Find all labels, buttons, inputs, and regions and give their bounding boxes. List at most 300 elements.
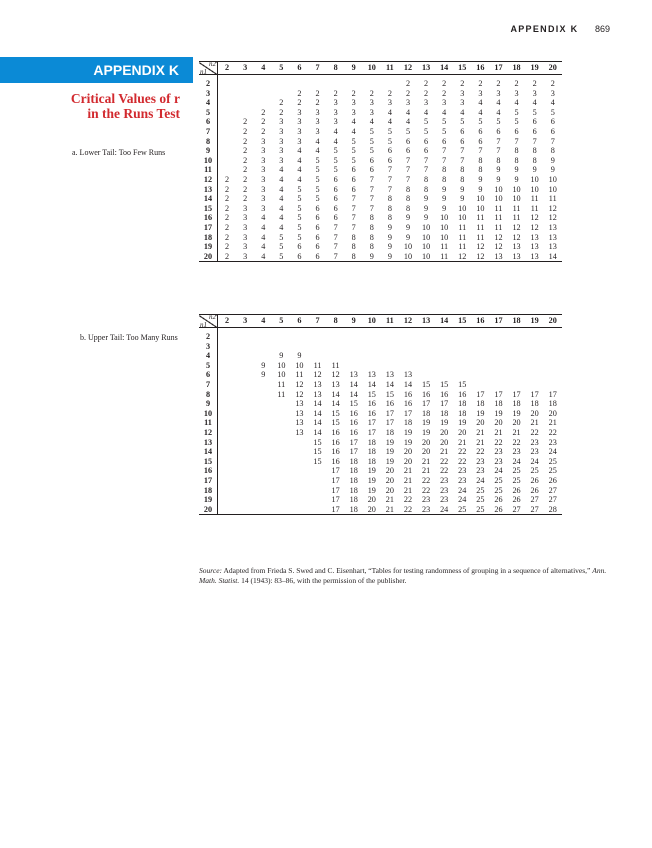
table-cell: 27 [548, 495, 557, 505]
table-cell: 12 [476, 242, 485, 252]
row-header: 20 [199, 252, 218, 262]
table-cell [218, 409, 237, 419]
table-cell: 7 [333, 242, 338, 252]
table-row [199, 409, 562, 419]
table-cell: 4 [478, 107, 483, 117]
table-cell: 21 [458, 437, 467, 447]
table-cell: 20 [403, 447, 413, 457]
source-label: Source: [199, 566, 223, 575]
table-cell: 18 [349, 495, 358, 505]
table-cell: 5 [315, 184, 320, 194]
table-cell [218, 351, 237, 361]
table-cell: 7 [478, 146, 483, 156]
table-cell: 10 [295, 360, 304, 370]
table-cell [290, 495, 308, 505]
table-cell: 19 [403, 437, 413, 447]
table-cell: 24 [476, 475, 485, 485]
table-cell [236, 328, 254, 342]
column-header: 11 [381, 62, 399, 75]
table-cell: 2 [243, 155, 248, 165]
table-cell: 3 [532, 88, 537, 98]
table-cell: 2 [243, 165, 248, 175]
table-cell: 2 [261, 117, 266, 127]
table-cell [272, 447, 290, 457]
table-cell: 21 [381, 505, 399, 515]
table-cell: 6 [550, 126, 555, 136]
table-cell: 13 [530, 232, 539, 242]
table-cell: 13 [367, 370, 376, 380]
table-cell: 26 [512, 485, 521, 495]
table-cell: 3 [333, 98, 338, 108]
table-cell: 6 [532, 117, 537, 127]
table-cell: 15 [367, 389, 376, 399]
lower-tail-caption: a. Lower Tail: Too Few Runs [72, 148, 166, 157]
table-cell: 10 [512, 194, 521, 204]
table-cell: 6 [387, 146, 392, 156]
table-cell: 8 [478, 155, 483, 165]
row-header: 16 [199, 213, 218, 223]
column-header: 6 [290, 315, 308, 328]
table-cell: 2 [315, 98, 320, 108]
table-cell: 20 [385, 466, 394, 476]
table-cell: 2 [261, 107, 266, 117]
table-cell: 2 [279, 98, 284, 108]
table-cell [327, 351, 345, 361]
table-cell: 3 [550, 88, 555, 98]
table-cell: 13 [295, 399, 304, 409]
table-cell [508, 342, 526, 352]
table-row [199, 165, 562, 175]
table-cell: 6 [369, 165, 374, 175]
table-cell: 8 [532, 155, 537, 165]
table-cell: 22 [530, 427, 539, 437]
table-cell [218, 418, 237, 428]
table-cell: 20 [494, 418, 503, 428]
table-cell [435, 328, 453, 342]
table-cell [544, 361, 562, 371]
upper-tail-caption: b. Upper Tail: Too Many Runs [80, 333, 178, 342]
table-cell: 11 [494, 222, 503, 232]
table-cell [272, 476, 290, 486]
table-cell: 22 [403, 495, 413, 505]
table-cell: 23 [530, 437, 539, 447]
n1-axis-label: n1 [200, 68, 207, 76]
table-cell: 20 [512, 418, 521, 428]
column-header: 2 [218, 315, 237, 328]
table-cell: 5 [297, 184, 302, 194]
table-cell: 21 [512, 427, 521, 437]
table-cell: 23 [494, 456, 503, 466]
table-cell: 5 [279, 232, 284, 242]
table-cell: 20 [367, 495, 376, 505]
row-header: 17 [199, 476, 218, 486]
table-cell: 9 [363, 252, 381, 262]
table-cell [236, 418, 254, 428]
table-cell: 9 [478, 174, 483, 184]
table-cell: 8 [345, 252, 363, 262]
table-cell: 20 [440, 437, 449, 447]
table-cell: 7 [405, 165, 411, 175]
table-cell: 2 [478, 79, 483, 88]
table-cell: 8 [442, 165, 447, 175]
row-header: 18 [199, 486, 218, 496]
table-cell [236, 342, 254, 352]
table-cell: 7 [327, 252, 345, 262]
table-cell: 16 [458, 389, 467, 399]
table-cell: 10 [440, 232, 449, 242]
table-cell: 5 [514, 107, 519, 117]
table-cell: 11 [476, 232, 485, 242]
table-cell: 8 [369, 213, 374, 223]
table-cell: 4 [279, 165, 284, 175]
table-cell: 6 [387, 155, 392, 165]
table-title [20, 91, 180, 121]
table-cell: 17 [367, 418, 376, 428]
table-cell: 15 [313, 447, 322, 457]
table-row [199, 175, 562, 185]
table-cell: 12 [295, 389, 304, 399]
table-cell [236, 98, 254, 108]
table-cell [218, 486, 237, 496]
table-cell: 13 [403, 370, 413, 380]
table-cell: 4 [351, 117, 356, 127]
column-header: 5 [272, 315, 290, 328]
table-cell [272, 466, 290, 476]
table-cell: 7 [369, 194, 374, 204]
table-cell: 7 [460, 155, 465, 165]
table-cell [254, 428, 272, 438]
table-cell: 17 [530, 389, 539, 399]
table-cell: 24 [494, 466, 503, 476]
table-cell: 20 [476, 418, 485, 428]
table-cell [272, 418, 290, 428]
table-cell: 8 [369, 222, 374, 232]
source-text-1: Adapted from Frieda S. Swed and C. Eisenhart, “Tables for testing randomness of grouping in a sequence of alternatives,” [222, 566, 593, 575]
table-cell [453, 342, 471, 352]
table-cell: 25 [512, 466, 521, 476]
table-cell: 20 [421, 437, 431, 447]
column-header: 9 [345, 315, 363, 328]
table-cell [218, 328, 237, 342]
table-cell [308, 351, 326, 361]
row-header: 17 [199, 223, 218, 233]
table-cell [218, 156, 237, 166]
table-cell: 11 [512, 203, 521, 213]
table-cell [363, 351, 381, 361]
table-cell: 4 [460, 107, 465, 117]
table-cell: 13 [295, 427, 304, 437]
table-cell: 3 [351, 107, 356, 117]
table-cell [236, 438, 254, 448]
table-cell [218, 75, 237, 89]
table-cell: 4 [279, 203, 284, 213]
table-cell: 23 [512, 447, 521, 457]
table-cell: 12 [331, 370, 340, 380]
table-cell: 18 [385, 427, 394, 437]
table-row [199, 204, 562, 214]
table-cell: 20 [530, 408, 539, 418]
table-cell [290, 328, 308, 342]
table-cell: 3 [261, 184, 266, 194]
running-head [510, 24, 610, 34]
table-cell: 5 [333, 146, 338, 156]
table-cell: 14 [331, 389, 340, 399]
table-cell: 17 [349, 437, 358, 447]
table-cell: 13 [548, 232, 557, 242]
table-cell: 6 [478, 136, 483, 146]
table-cell: 4 [424, 107, 429, 117]
table-cell [272, 328, 290, 342]
table-cell: 17 [494, 389, 503, 399]
table-cell: 12 [530, 213, 539, 223]
table-cell [381, 328, 399, 342]
table-cell [417, 351, 435, 361]
table-cell [399, 361, 417, 371]
table-cell: 7 [532, 136, 537, 146]
table-cell: 19 [385, 437, 394, 447]
table-cell: 22 [421, 485, 431, 495]
column-header: 10 [363, 62, 381, 75]
column-header: 13 [417, 62, 435, 75]
table-cell: 2 [496, 79, 501, 88]
table-cell: 11 [435, 252, 453, 262]
table-cell: 14 [349, 389, 358, 399]
table-cell: 9 [424, 194, 429, 204]
table-cell [363, 75, 381, 89]
table-cell: 17 [331, 466, 340, 476]
table-cell: 3 [315, 107, 320, 117]
table-cell: 9 [514, 174, 519, 184]
table-cell [489, 342, 507, 352]
table-cell [254, 486, 272, 496]
table-cell: 5 [315, 174, 320, 184]
table-cell: 15 [331, 408, 340, 418]
table-cell: 13 [508, 252, 526, 262]
table-cell: 15 [313, 437, 322, 447]
table-cell [308, 505, 326, 515]
table-cell: 24 [512, 456, 521, 466]
table-cell: 18 [494, 399, 503, 409]
table-cell: 3 [261, 174, 266, 184]
table-cell: 2 [369, 88, 374, 98]
row-header: 5 [199, 361, 218, 371]
table-cell: 21 [476, 427, 485, 437]
table-cell: 4 [297, 146, 302, 156]
table-cell: 23 [440, 495, 449, 505]
table-cell [471, 380, 489, 390]
table-cell: 10 [530, 184, 539, 194]
row-header: 15 [199, 457, 218, 467]
table-cell: 2 [442, 88, 447, 98]
table-cell: 12 [512, 222, 521, 232]
table-cell: 3 [261, 136, 266, 146]
column-header: 6 [290, 62, 308, 75]
table-cell: 4 [315, 146, 320, 156]
column-header: 2 [218, 62, 237, 75]
table-cell [218, 505, 237, 515]
table-cell: 9 [442, 203, 447, 213]
table-cell: 17 [403, 408, 413, 418]
row-header: 14 [199, 194, 218, 204]
table-cell: 21 [421, 456, 431, 466]
table-cell: 20 [403, 456, 413, 466]
table-cell [381, 361, 399, 371]
table-cell: 16 [440, 389, 449, 399]
table-cell: 7 [387, 184, 392, 194]
table-cell [435, 351, 453, 361]
column-header: 20 [544, 62, 562, 75]
column-header: 10 [363, 315, 381, 328]
table-cell: 2 [424, 88, 429, 98]
row-header: 13 [199, 438, 218, 448]
table-cell: 27 [530, 495, 539, 505]
table-row [199, 328, 562, 342]
table-cell [290, 75, 308, 89]
table-cell: 24 [548, 447, 557, 457]
table-cell [236, 361, 254, 371]
table-cell: 7 [351, 222, 356, 232]
table-cell: 26 [512, 495, 521, 505]
table-cell: 3 [460, 98, 465, 108]
table-cell: 18 [458, 399, 467, 409]
table-cell: 12 [512, 232, 521, 242]
table-cell: 19 [367, 475, 376, 485]
table-cell [254, 98, 272, 108]
table-cell: 3 [496, 88, 501, 98]
table-cell: 26 [530, 485, 539, 495]
table-cell [272, 399, 290, 409]
table-cell: 21 [530, 418, 539, 428]
table-cell: 25 [548, 456, 557, 466]
table-cell: 19 [512, 408, 521, 418]
row-header: 11 [199, 165, 218, 175]
table-cell [236, 428, 254, 438]
table-cell: 23 [476, 466, 485, 476]
table-cell: 6 [308, 252, 326, 262]
table-cell: 7 [387, 174, 392, 184]
table-cell: 21 [403, 475, 413, 485]
table-cell: 22 [458, 456, 467, 466]
table-cell: 14 [385, 379, 394, 389]
table-cell: 25 [476, 485, 485, 495]
table-row [199, 108, 562, 118]
table-cell [471, 370, 489, 380]
table-cell: 4 [261, 242, 266, 252]
table-cell: 6 [333, 203, 338, 213]
table-cell: 2 [225, 184, 230, 194]
table-cell [254, 390, 272, 400]
table-cell [327, 328, 345, 342]
table-cell: 11 [476, 213, 485, 223]
table-cell: 25 [494, 485, 503, 495]
table-cell: 9 [460, 194, 465, 204]
table-cell: 7 [496, 146, 501, 156]
table-cell: 4 [279, 194, 284, 204]
table-cell: 7 [369, 203, 374, 213]
table-cell: 8 [405, 184, 411, 194]
table-cell: 9 [297, 351, 302, 361]
table-cell: 10 [548, 174, 557, 184]
table-cell: 13 [548, 242, 557, 252]
column-header: 4 [254, 62, 272, 75]
table-cell: 8 [496, 155, 501, 165]
table-cell: 5 [405, 126, 411, 136]
table-cell [218, 165, 237, 175]
table-cell [308, 342, 326, 352]
table-cell: 12 [453, 252, 471, 262]
table-cell: 5 [387, 126, 392, 136]
table-cell: 16 [331, 427, 340, 437]
table-cell: 8 [351, 232, 356, 242]
table-cell [272, 75, 290, 89]
lower-tail-table [199, 61, 562, 262]
table-cell: 4 [387, 107, 392, 117]
table-cell [489, 361, 507, 371]
table-cell [399, 328, 417, 342]
table-cell [526, 380, 544, 390]
table-cell [290, 505, 308, 515]
table-cell: 7 [442, 155, 447, 165]
table-cell: 18 [476, 399, 485, 409]
table-cell: 4 [279, 174, 284, 184]
table-cell: 10 [421, 222, 431, 232]
table-cell [508, 361, 526, 371]
table-cell: 11 [277, 379, 286, 389]
table-cell: 13 [331, 379, 340, 389]
row-header: 10 [199, 409, 218, 419]
table-cell: 9 [442, 184, 447, 194]
table-cell: 17 [331, 495, 340, 505]
column-header: 18 [508, 62, 526, 75]
table-cell: 5 [297, 203, 302, 213]
table-cell [254, 505, 272, 515]
table-cell [272, 505, 290, 515]
source-journal: Ann. Math. Statist. [199, 566, 607, 585]
table-cell: 9 [496, 174, 501, 184]
table-cell: 5 [297, 232, 302, 242]
table-cell: 7 [351, 213, 356, 223]
table-cell [254, 409, 272, 419]
table-cell: 12 [548, 213, 557, 223]
table-row [199, 242, 562, 252]
table-cell: 6 [333, 184, 338, 194]
column-header: 12 [399, 315, 417, 328]
table-cell: 4 [333, 126, 338, 136]
table-cell: 4 [333, 136, 338, 146]
table-cell: 10 [458, 203, 467, 213]
table-cell: 6 [369, 155, 374, 165]
table-cell [254, 399, 272, 409]
table-cell: 10 [458, 213, 467, 223]
table-cell: 3 [261, 203, 266, 213]
column-header: 16 [471, 315, 489, 328]
table-cell: 6 [333, 174, 338, 184]
table-cell: 4 [279, 184, 284, 194]
table-cell: 11 [494, 213, 503, 223]
table-cell: 18 [349, 456, 358, 466]
table-cell: 5 [272, 252, 290, 262]
table-cell [471, 342, 489, 352]
table-cell [254, 328, 272, 342]
table-cell: 7 [351, 203, 356, 213]
table-cell: 2 [442, 79, 447, 88]
table-cell: 3 [369, 107, 374, 117]
table-cell: 5 [496, 117, 501, 127]
table-cell: 4 [279, 213, 284, 223]
table-cell: 3 [243, 213, 248, 223]
table-cell: 9 [424, 213, 429, 223]
table-cell [417, 342, 435, 352]
